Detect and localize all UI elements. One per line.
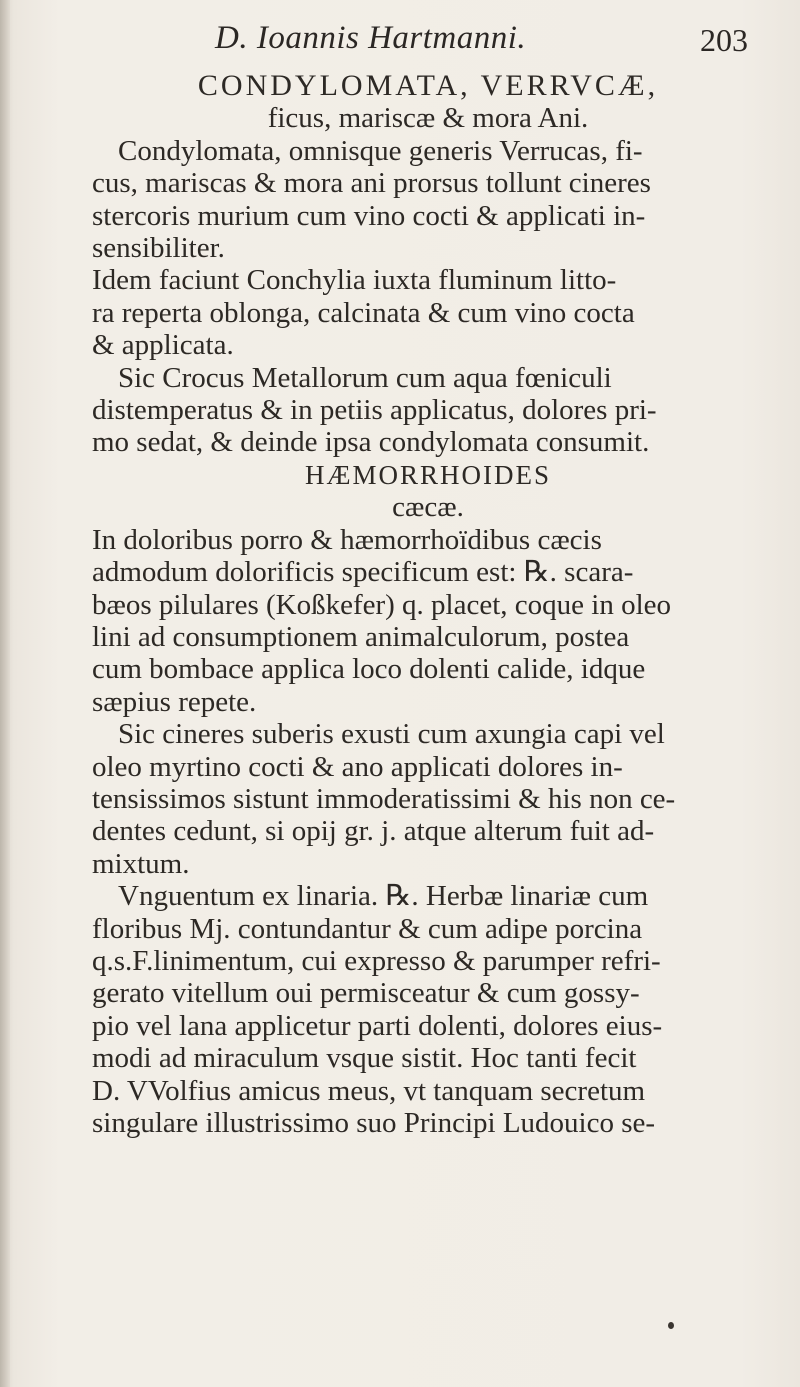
text-line: distemperatus & in petiis applicatus, dolores pri- [92, 394, 657, 427]
text-line: Vnguentum ex linaria. ℞. Herbæ linariæ cum [118, 880, 649, 913]
text-line: Sic Crocus Metallorum cum aqua fœniculi [118, 361, 612, 394]
text-line: tensissimos sistunt immoderatissimi & his non ce- [92, 782, 676, 815]
text-line: Sic cineres suberis exusti cum axungia capi vel [118, 718, 665, 751]
body-text [92, 70, 764, 1139]
text-line: sæpius repete. [92, 685, 257, 718]
text-line: stercoris murium cum vino cocti & applicati in- [92, 199, 646, 232]
text-line: bæos pilulares (Koßkefer) q. placet, coque in oleo [92, 588, 672, 621]
running-head: D. Ioannis Hartmanni. [215, 20, 527, 56]
text-line: sensibiliter. [92, 232, 225, 265]
text-line: q.s.F.linimentum, cui expresso & parumper refri- [92, 944, 661, 977]
text-line: Idem faciunt Conchylia iuxta fluminum litto- [92, 264, 617, 297]
text-line: admodum dolorificis specificum est: ℞. scara- [92, 556, 634, 589]
ink-spot [668, 1322, 674, 1329]
text-line: lini ad consumptionem animalculorum, postea [92, 620, 630, 653]
page-header [0, 6, 800, 66]
text-line: Condylomata, omnisque generis Verrucas, fi- [118, 134, 643, 167]
text-line: singulare illustrissimo suo Principi Ludouico se- [92, 1107, 656, 1139]
text-line: dentes cedunt, si opij gr. j. atque alterum fuit ad- [92, 815, 655, 848]
text-line: mixtum. [92, 847, 190, 880]
text-line: & applicata. [92, 329, 234, 362]
text-line: pio vel lana applicetur parti dolenti, dolores eius- [92, 1009, 663, 1042]
text-line: In doloribus porro & hæmorrhoïdibus cæcis [92, 523, 602, 556]
section-heading-condylomata: CONDYLOMATA, VERRVCÆ, [197, 69, 659, 102]
text-line: cus, mariscas & mora ani prorsus tollunt cineres [92, 167, 651, 200]
text-line: oleo myrtino cocti & ano applicati dolores in- [92, 750, 623, 783]
page-binding-shadow [0, 0, 10, 1387]
section-subheading: cæcæ. [392, 491, 464, 524]
section-heading-haemorrhoides: HÆMORRHOIDES [304, 459, 552, 490]
text-line: cum bombace applica loco dolenti calide, idque [92, 653, 646, 686]
page-number: 203 [700, 22, 748, 58]
text-line: modi ad miraculum vsque sistit. Hoc tanti fecit [92, 1042, 637, 1075]
text-line: gerato vitellum oui permisceatur & cum gossy- [92, 977, 640, 1010]
text-line: floribus Mj. contundantur & cum adipe porcina [92, 912, 643, 945]
text-line: ra reperta oblonga, calcinata & cum vino cocta [92, 296, 635, 329]
text-line: D. VVolfius amicus meus, vt tanquam secretum [92, 1074, 646, 1107]
text-line: mo sedat, & deinde ipsa condylomata consumit. [92, 426, 650, 459]
section-subheading: ficus, mariscæ & mora Ani. [267, 102, 589, 135]
